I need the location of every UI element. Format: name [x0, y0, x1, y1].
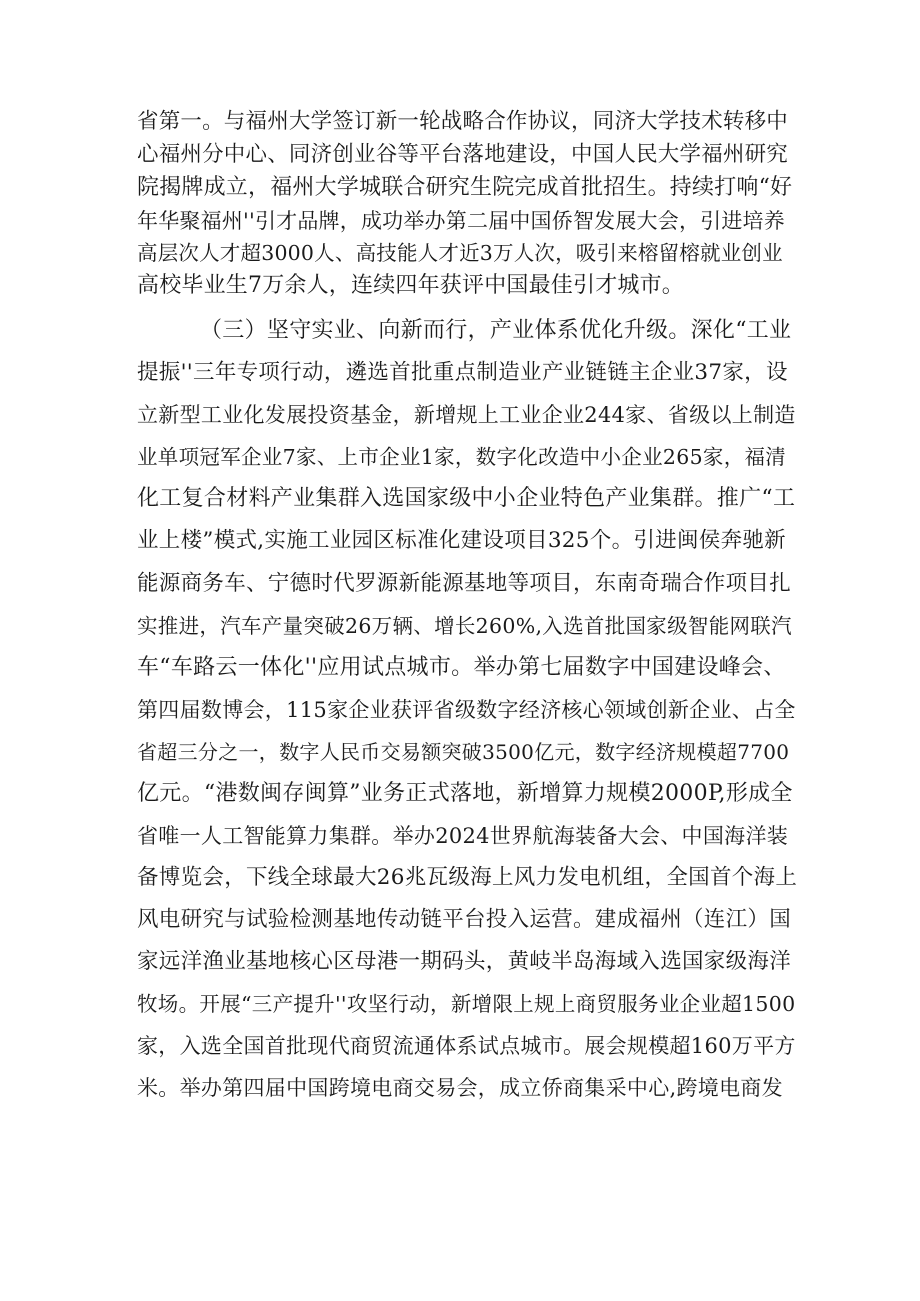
text-line: 心福州分中心、同济创业谷等平台落地建设，中国人民大学福州研究 — [137, 142, 789, 167]
text-line: 业单项冠军企业7家、上市企业1家，数字化改造中小企业265家，福清 — [137, 445, 787, 469]
text-line: 第四届数博会，115家企业获评省级数字经济核心领域创新企业、占全 — [137, 698, 796, 722]
text-line: 备博览会，下线全球最大26兆瓦级海上风力发电机组，全国首个海上 — [137, 865, 797, 890]
text-line: 省超三分之一，数字人民币交易额突破3500亿元，数字经济规模超7700 — [137, 740, 790, 764]
text-line: 家，入选全国首批现代商贸流通体系试点城市。展会规模超160万平方 — [137, 1034, 796, 1058]
text-line: 亿元。“港数闽存闽算”业务正式落地，新增算力规模2000P,形成全 — [137, 781, 793, 806]
text-line: 能源商务车、宁德时代罗源新能源基地等项目，东南奇瑞合作项目扎 — [137, 571, 792, 596]
text-line: 牧场。开展“三产提升''攻坚行动，新增限上规上商贸服务业企业超1500 — [137, 992, 796, 1016]
text-line: 院揭牌成立，福州大学城联合研究生院完成首批招生。持续打响“好 — [137, 175, 793, 200]
text-line: 业上楼”模式,实施工业园区标准化建设项目325个。引进闽侯奔驰新 — [137, 528, 786, 553]
text-line: 年华聚福州''引才品牌，成功举办第二届中国侨智发展大会，引进培养 — [137, 209, 785, 233]
text-line: 立新型工业化发展投资基金，新增规上工业企业244家、省级以上制造 — [137, 403, 796, 427]
text-line: 省第一。与福州大学签订新一轮战略合作协议，同济大学技术转移中 — [137, 109, 789, 134]
text-line: 米。举办第四届中国跨境电商交易会，成立侨商集采中心,跨境电商发 — [137, 1076, 783, 1100]
text-line: 省唯一人工智能算力集群。举办2024世界航海装备大会、中国海洋装 — [137, 824, 789, 848]
text-line: 高校毕业生7万余人，连续四年获评中国最佳引才城市。 — [137, 273, 684, 298]
text-line: 家远洋渔业基地核心区母港一期码头，黄岐半岛海域入选国家级海洋 — [137, 949, 792, 974]
text-line: 实推进，汽车产量突破26万辆、增长260%,入选首批国家级智能网联汽 — [137, 614, 792, 638]
text-line: 高层次人才超3000人、高技能人才近3万人次，吸引来榕留榕就业创业 — [137, 241, 783, 265]
text-line: 车“车路云一体化''应用试点城市。举办第七届数字中国建设峰会、 — [137, 655, 786, 680]
section-heading-line: （三）坚守实业、向新而行，产业体系优化升级。深化“工业 — [200, 318, 792, 343]
text-line: 化工复合材料产业集群入选国家级中小企业特色产业集群。推广“工 — [137, 486, 796, 511]
text-line: 风电研究与试验检测基地传动链平台投入运营。建成福州（连江）国 — [137, 907, 792, 932]
text-line: 提振''三年专项行动，遴选首批重点制造业产业链链主企业37家，设 — [137, 360, 788, 385]
